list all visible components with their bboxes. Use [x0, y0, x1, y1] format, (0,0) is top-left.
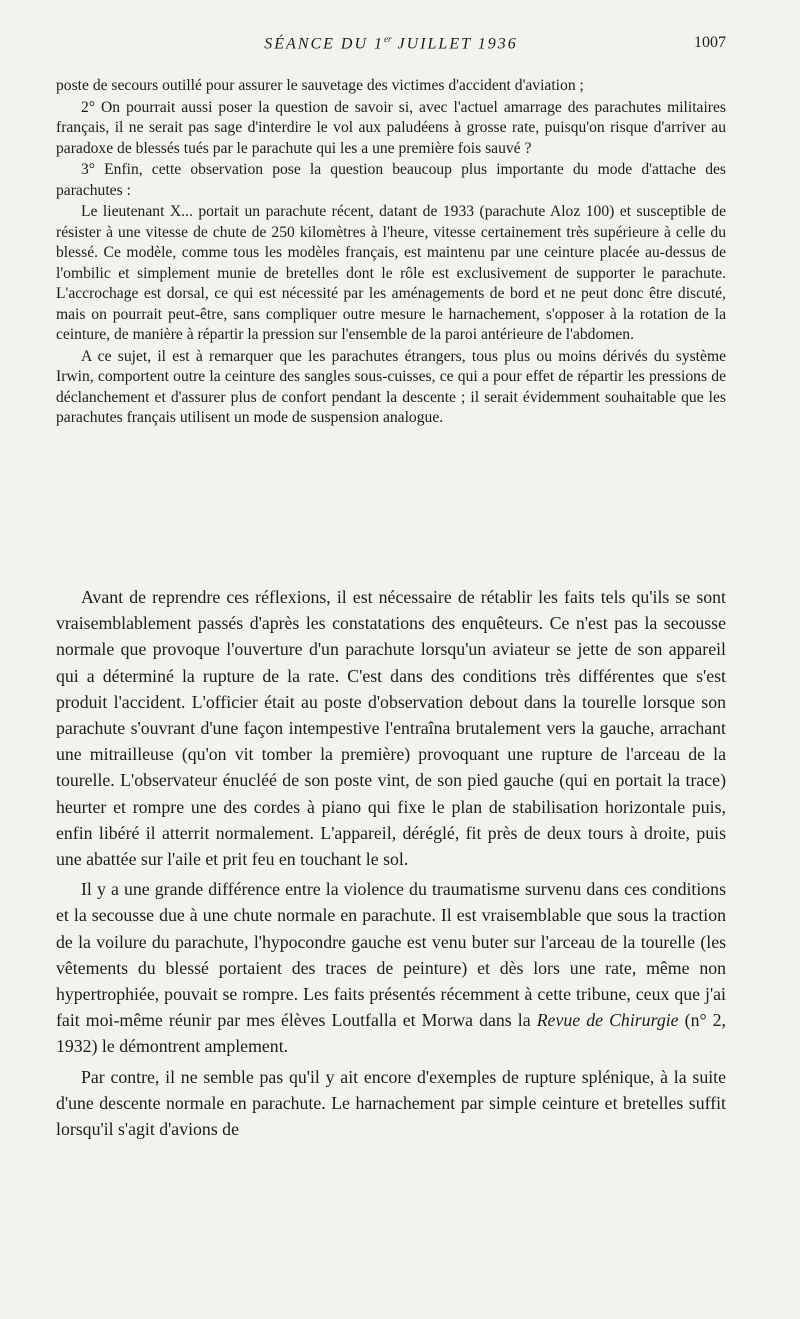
- paragraph-point-2: 2° On pourrait aussi poser la question de savoir si, avec l'actuel amarrage des parachutes militaires français, il ne serait pas sage d'interdire le vol aux paludéens à grosse rate, puisqu'on risque d'arriver au paradoxe de blessés tués par le parachute qui les a une première fois sauvé ?: [56, 98, 726, 157]
- header-title-date: SÉANCE DU 1: [264, 35, 385, 53]
- paragraph-difference-end: (n° 2, 1932) le démontrent amplement.: [56, 1010, 726, 1057]
- paragraph-continued: poste de secours outillé pour assurer le sauvetage des victimes d'accident d'aviation ;: [56, 77, 584, 94]
- paragraph-difference: [56, 876, 726, 1059]
- page-number: 1007: [694, 34, 726, 51]
- header-title-month-year: JUILLET 1936: [391, 35, 518, 53]
- paragraph-facts: Avant de reprendre ces réflexions, il est nécessaire de rétablir les faits tels qu'ils se sont vraisemblablement passés d'après les constatations des enquêteurs. Ce n'est pas la secousse normale que provoque l'ouverture d'un parachute lorsqu'un aviateur se jette de son appareil qui a déterminé la rupture de la rate. C'est dans des conditions très différentes que s'est produit l'accident. L'officier était au poste d'observation debout dans la tourelle lorsque son parachute s'ouvrant d'une façon intempestive l'entraîna brutalement vers la gauche, arrachant une mitrailleuse (qu'on vit tomber la première) provoquant une rupture de l'arceau de la tourelle. L'observateur énucléé de son poste vint, de son pied gauche (qui en portait la trace) heurter et rompre une des cordes à piano qui fixe le plan de stabilisation horizontale puis, enfin libéré il atterrit normalement. L'appareil, déréglé, fit près de deux tours à droite, puis une abattée sur l'aile et prit feu en touchant le sol.: [56, 587, 726, 870]
- main-text-section: [56, 584, 726, 1142]
- paragraph-point-3: 3° Enfin, cette observation pose la question beaucoup plus importante du mode d'attache des parachutes :: [56, 161, 726, 199]
- journal-title: Revue de Chirurgie: [536, 1010, 679, 1031]
- running-header: [56, 34, 726, 56]
- paragraph-difference-text: Il y a une grande différence entre la violence du traumatisme survenu dans ces conditions et la secousse due à une chute normale en parachute. Il est vraisemblable que sous la traction de la voilure du parachute, l'hypocondre gauche est venu buter sur l'arceau de la tourelle (les vêtements du blessé portaient des traces de peinture) et dès lors une rate, même non hypertrophiée, pouvait se rompre. Les faits présentés récemment à cette tribune, ceux que j'ai fait moi-même réunir par mes élèves Loutfalla et Morwa dans la: [56, 879, 726, 1031]
- header-title-superscript: er: [384, 34, 392, 44]
- paragraph-contrary: Par contre, il ne semble pas qu'il y ait encore d'exemples de rupture splénique, à la suite d'une descente normale en parachute. Le harnachement par simple ceinture et bretelles suffit lorsqu'il s'agit d'avions de: [56, 1066, 726, 1140]
- small-print-section: [56, 76, 726, 429]
- paragraph-lieutenant: Le lieutenant X... portait un parachute récent, datant de 1933 (parachute Aloz 100) et susceptible de résister à une vitesse de chute de 250 kilomètres à l'heure, vitesse certainement très supérieure à celle du blessé. Ce modèle, comme tous les modèles français, est maintenu par une ceinture placée au-dessus de l'ombilic et simplement munie de bretelles dont le rôle est exclusivement de supporter le parachute. L'accrochage est dorsal, ce qui est nécessité par les aménagements de bord et ne peut donc être discuté, mais on pourrait peut-être, sans compliquer outre mesure le harnachement, s'opposer à la rotation de la ceinture, de manière à répartir la pression sur l'ensemble de la paroi antérieure de l'abdomen.: [56, 203, 726, 343]
- header-title: [56, 34, 726, 53]
- paragraph-foreign-parachutes: A ce sujet, il est à remarquer que les parachutes étrangers, tous plus ou moins dérivés du système Irwin, comportent outre la ceinture des sangles sous-cuisses, ce qui a pour effet de répartir les pressions de déclanchement et d'assurer plus de confort pendant la descente ; il serait évidemment souhaitable que les parachutes français utilisent un mode de suspension analogue.: [56, 347, 726, 426]
